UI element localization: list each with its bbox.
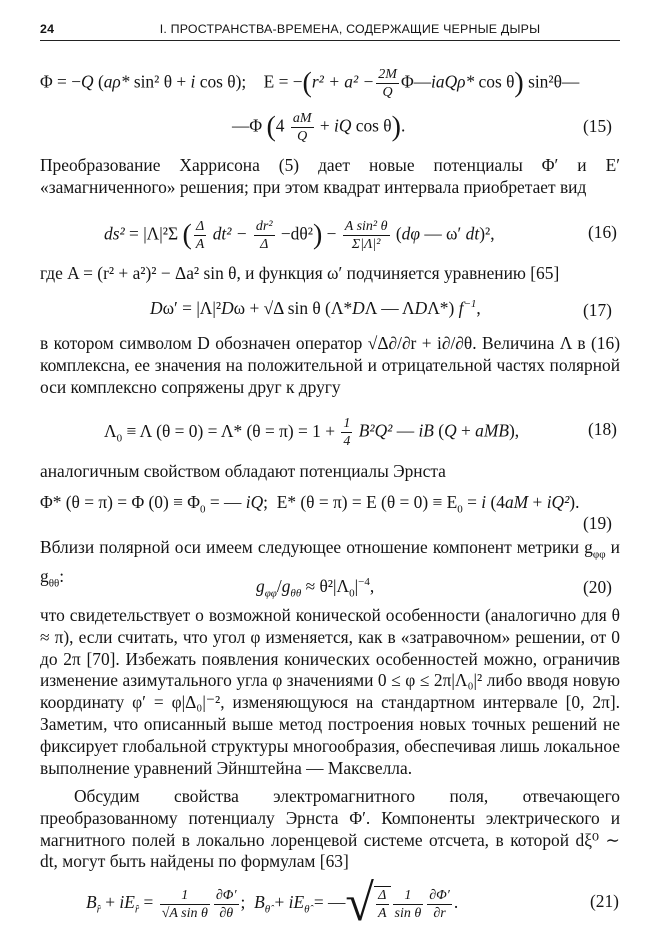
equation-16-number: (16) [588,222,617,242]
g-theta-theta-subscript: θθ [48,577,60,590]
equation-17-number: (17) [583,300,612,320]
equation-20-number: (20) [583,577,612,597]
equation-16: ds² = |Λ|²Σ ( $\frac{\Delta}{A}$ dt² − $\frac{\text{dr²}}{\Delta}$ −dθ²) − $\frac{\text{A sin² θ}}{\text{Σ|Λ|²}}$ (dφ — ω′ dt)², [104,219,495,252]
polar-axis-mid: и g [40,537,620,587]
paragraph-conical: что свидетельствует о возможной конической особенности (аналогично для θ ≈ π), если считать, что угол φ изменяется, как в «затравочном» решении, от 0 до 2π [70]. Избежать появления конических особенностей можно, ограничив изменение азимутального угла φ значениями 0 ≤ φ ≤ 2π|Λ₀|² либо вводя новую координату φ′ = φ|Δ₀|⁻², изменяющуюся на стандартном интервале [0, 2π]. Заметим, что описанный выше метод построения новых точных решений не фиксирует глобальной структуры многообразия, обеспечивая лишь локальное выполнение уравнений Эйнштейна — Максвелла. [40,605,620,778]
paragraph-em-field: Обсудим свойства электромагнитного поля, отвечающего преобразованному потенциалу Эрнста Φ′. Компоненты электрического и магнитного полей в локально лоренцевой системе отсчета, в которой dξ⁰ ∼ dt, могут быть найдены по формулам [63] [40,786,620,872]
equation-21-number: (21) [590,891,619,911]
equation-17: Dω′ = |Λ|²Dω + √Δ sin θ (Λ*DΛ — ΛDΛ*) $f^{-1}$, [150,298,481,318]
equation-15-line-1: Φ = −Q (aρ* sin² θ + i cos θ); E = −(r² + a² − $\frac{2M}{Q}$ Φ—iaQρ* cos θ) sin²θ— [40,67,580,100]
equation-15-number: (15) [583,116,612,136]
polar-axis-text: Вблизи полярной оси имеем следующее отношение компонент метрики g [40,537,593,557]
g-phi-phi-subscript: φφ [592,548,606,561]
running-header [40,22,620,41]
paragraph-operator: в котором символом D обозначен оператор √Δ∂/∂r + i∂/∂θ. Величина Λ в (16) комплексна, ее значения на положительной и отрицательной частях полярной оси комплексно сопряжены друг к другу [40,333,620,397]
running-head-title: I. ПРОСТРАНСТВА-ВРЕМЕНА, СОДЕРЖАЩИЕ ЧЕРНЫЕ ДЫРЫ [159,22,541,36]
equation-18: $\Lambda_0 \equiv \Lambda$ (θ = 0) = Λ* (θ = π) = 1 + $\frac{1}{4}$ B²Q² — iB (Q + aMB), [104,416,520,449]
polar-axis-end: : [59,566,65,587]
equation-21: $B_{r̂} + iE_{r̂}$ = $\frac{1}{\text{√A sin θ}}$ $\frac{\partial\Phi'}{\partial\theta}$ ; $B_{\thetâ} + iE_{\thetâ}$ = —√ $\frac{\Delta}{A}$ $\frac{1}{\text{sin θ}}$ $\frac{\partial\Phi'}{\partial r}$ . [86,875,459,932]
equation-19: Φ* (θ = π) = Φ $(0) \equiv \Phi_0$ = — iQ; E* (θ = π) = E $(\theta = 0) \equiv E_0 = i$ (4aM + iQ²). [40,492,580,516]
paragraph-ernst: аналогичным свойством обладают потенциалы Эрнста [40,461,446,481]
equation-18-number: (18) [588,419,617,439]
equation-15-line-2: —Φ (4 $\frac{aM}{Q}$ + iQ cos θ). [232,111,406,144]
equation-19-number: (19) [583,513,612,533]
paragraph-where: где A = (r² + a²)² − Δa² sin θ, и функция ω′ подчиняется уравнению [65] [40,263,560,283]
page-number: 24 [40,22,55,36]
equation-20: $g_{\varphi\varphi}/g_{\theta\theta} \approx \theta^2|\Lambda_0|^{-4}$, [256,576,375,600]
paragraph-harrison: Преобразование Харрисона (5) дает новые потенциалы Φ′ и E′ «замагниченного» решения; при этом квадрат интервала приобретает вид [40,155,620,197]
